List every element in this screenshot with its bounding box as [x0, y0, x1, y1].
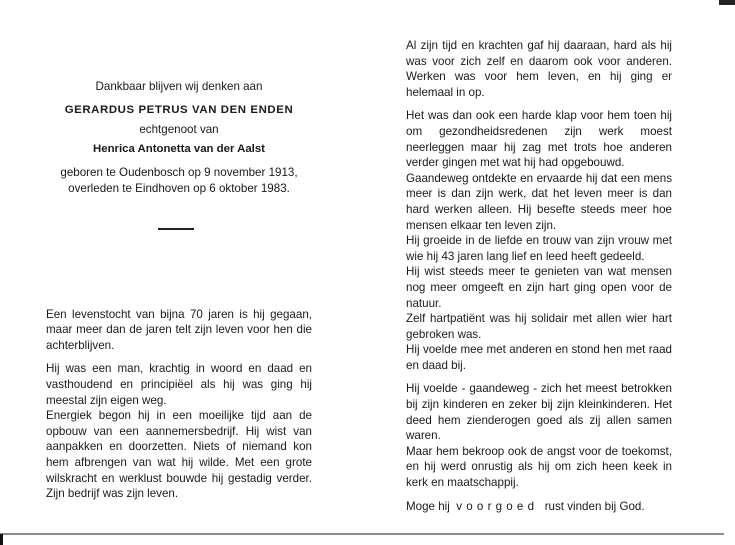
closing-start: Moge hij: [406, 499, 450, 513]
closing-spaced-word: voorgoed: [456, 499, 539, 513]
deceased-name: GERARDUS PETRUS VAN DEN ENDEN: [64, 103, 294, 116]
right-column: [406, 38, 672, 514]
divider-rule: [158, 228, 194, 230]
death-line: overleden te Eindhoven op 6 oktober 1983.: [68, 181, 290, 195]
closing-end: rust vinden bij God.: [544, 499, 645, 513]
left-body-text: [46, 307, 312, 502]
closing-line: [406, 499, 672, 515]
life-dates: [46, 165, 312, 196]
birth-line: geboren te Oudenbosch op 9 november 1913,: [60, 166, 298, 180]
paragraph: Energiek begon hij in een moeilijke tijd aan de opbouw van een aannemersbedrijf. Hij wist van aanpakken en doorzetten. Niets of niemand kon hem afbrengen van wat hij wilde. Met een grote wilskracht en werklust bouwde hij gestadig verder. Zijn bedrijf was zijn leven.: [46, 409, 312, 501]
paragraph: Hij voelde mee met anderen en stond hen met raad en daad bij.: [406, 343, 672, 372]
bottom-left-edge-mark: [0, 534, 3, 545]
scan-corner-mark: [719, 0, 735, 5]
paragraph: Al zijn tijd en krachten gaf hij daaraan, hard als hij was voor zich zelf en daarom ook voor anderen. Werken was voor hem leven, en hij ging er helemaal in op.: [406, 39, 672, 99]
paragraph: Hij groeide in de liefde en trouw van zijn vrouw met wie hij 43 jaren lang lief en leed heeft gedeeld.: [406, 234, 672, 263]
paragraph: Hij voelde - gaandeweg - zich het meest betrokken bij zijn kinderen en zeker bij zijn kleinkinderen. Het deed hem zienderogen goed als zij allen samen waren.: [406, 382, 672, 443]
paragraph: Maar hem bekroop ook de angst voor de toekomst, en hij werd onrustig als hij om zich heen keek in kerk en maatschappij.: [406, 444, 672, 490]
bottom-edge-rule: [0, 533, 724, 535]
spouse-name: Henrica Antonetta van der Aalst: [93, 142, 265, 155]
spouse-label: echtgenoot van: [139, 123, 219, 137]
intro-line: Dankbaar blijven wij denken aan: [95, 80, 263, 93]
paragraph: Hij was een man, krachtig in woord en daad en vasthoudend en principiëel als hij was ging hij meestal zijn eigen weg.: [46, 362, 312, 407]
header-block: [46, 79, 312, 230]
paragraph: Een levenstocht van bijna 70 jaren is hij gegaan, maar meer dan de jaren telt zijn leven voor hen die achterblijven.: [46, 307, 312, 352]
left-column: [46, 79, 312, 502]
paragraph: Het was dan ook een harde klap voor hem toen hij om gezondheidsredenen zijn werk moest neerleggen maar hij zag met trots hoe anderen verder gingen met wat hij had opgebouwd.: [406, 109, 672, 170]
paragraph: Gaandeweg ontdekte en ervaarde hij dat een mens meer is dan zijn werk, dat het leven meer is dan hard werken alleen. Hij besefte steeds meer hoe mensen elkaar ten leven zijn.: [406, 171, 672, 232]
paragraph: Zelf hartpatiënt was hij solidair met allen wier hart gebroken was.: [406, 312, 672, 341]
paragraph: Hij wist steeds meer te genieten van wat mensen nog meer omgeeft en zijn hart ging open voor de natuur.: [406, 265, 672, 310]
